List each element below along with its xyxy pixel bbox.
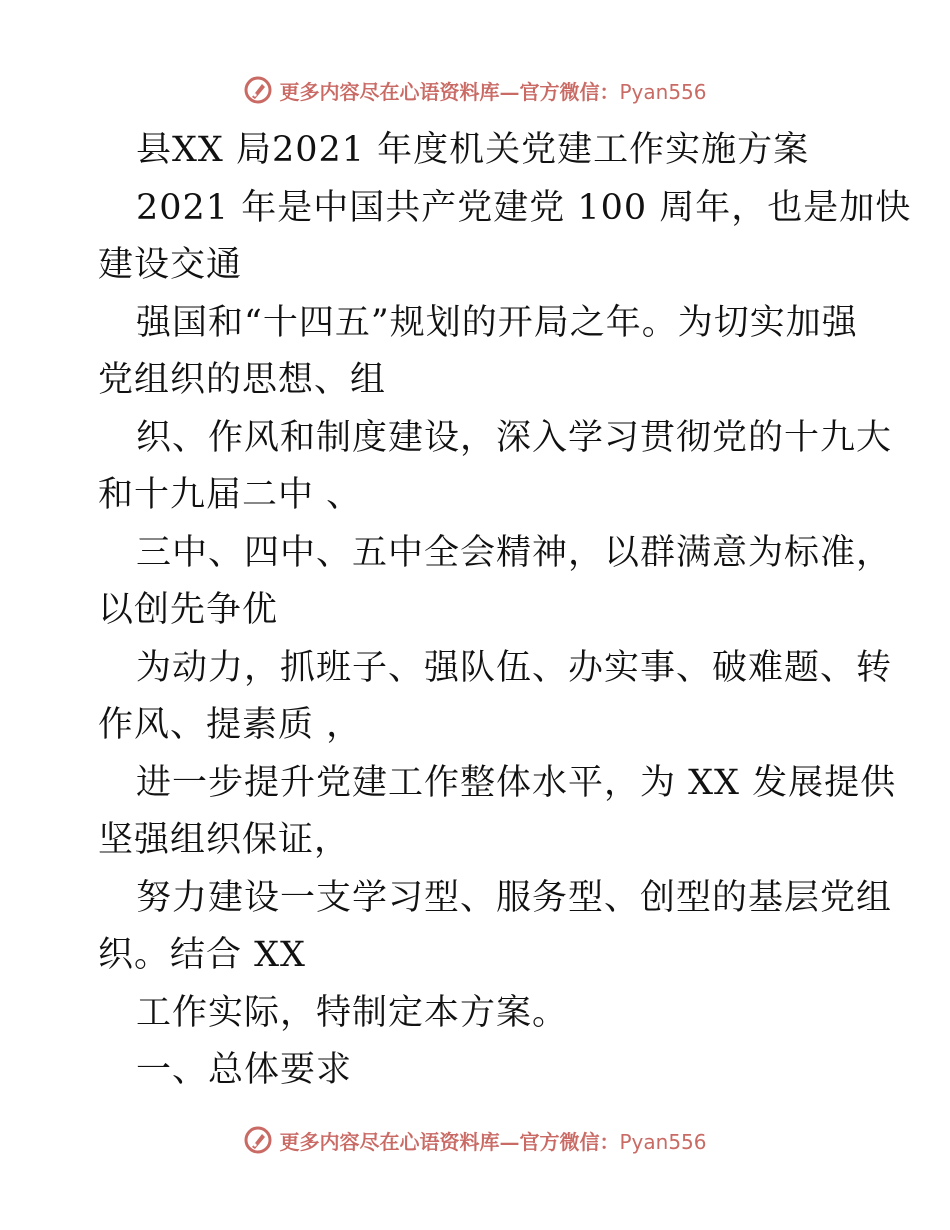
section-heading: 一、总体要求 (136, 1050, 353, 1090)
watermark-banner-bottom (0, 1120, 950, 1160)
paragraph-line: 坚强组织保证， (98, 820, 351, 860)
paragraph-line: 作风、提素质 ， (98, 705, 363, 745)
paragraph-line: 以创先争优 (98, 590, 279, 630)
paragraph-line: 和十九届二中 、 (98, 475, 363, 515)
paragraph-line: 努力建设一支学习型、服务型、创型的基层党组 (136, 877, 893, 918)
watermark-text: 更多内容尽在心语资料库—官方微信：Pyan556 (279, 1129, 707, 1154)
watermark-banner-top (0, 70, 950, 110)
pen-nib-circle-icon (243, 1125, 273, 1155)
paragraph-line: 强国和“十四五”规划的开局之年。为切实加强 (136, 302, 858, 343)
watermark-text: 更多内容尽在心语资料库—官方微信：Pyan556 (279, 79, 707, 104)
paragraph-line: 织。结合 XX (98, 935, 306, 975)
paragraph-line: 为动力，抓班子、强队伍、办实事、破难题、转 (136, 647, 893, 688)
paragraph-line: 进一步提升党建工作整体水平，为 XX 发展提供 (136, 762, 897, 803)
paragraph-line: 三中、四中、五中全会精神，以群满意为标准， (136, 532, 893, 573)
paragraph-line: 党组织的思想、组 (98, 360, 387, 400)
paragraph-line: 2021 年是中国共产党建党 100 周年，也是加快 (136, 187, 912, 228)
paragraph-line: 工作实际，特制定本方案。 (136, 992, 569, 1033)
document-body (98, 122, 912, 1100)
paragraph-line: 建设交通 (98, 245, 243, 285)
pen-nib-circle-icon (243, 75, 273, 105)
paragraph-line: 织、作风和制度建设，深入学习贯彻党的十九大 (136, 417, 893, 458)
document-title: 县XX 局2021 年度机关党建工作实施方案 (136, 130, 810, 170)
